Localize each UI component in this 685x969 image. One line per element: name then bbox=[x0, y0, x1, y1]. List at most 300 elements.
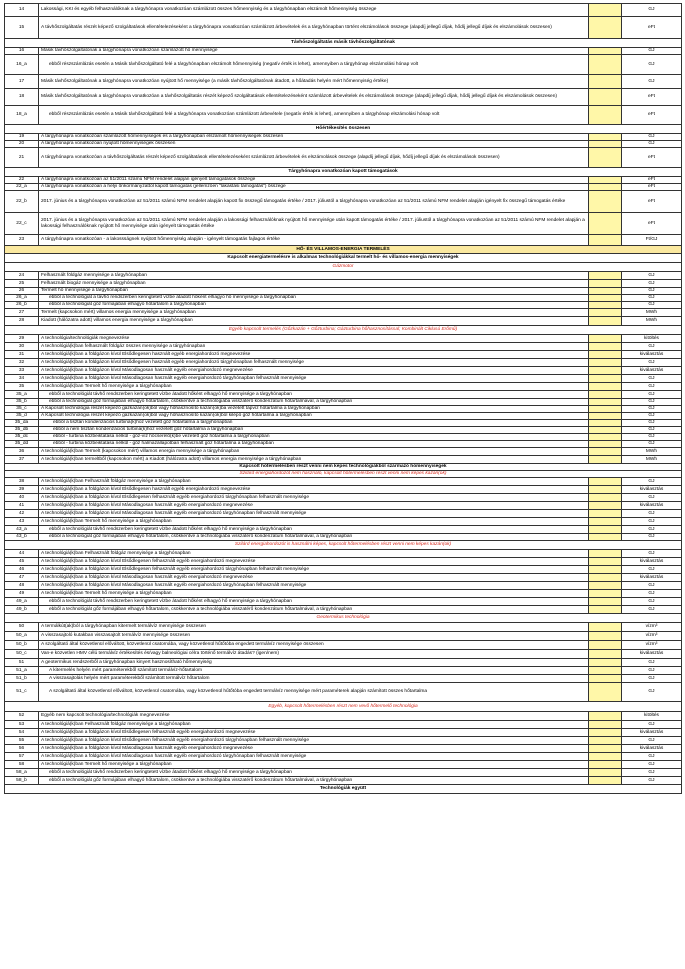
row-description: Másik távhőszolgáltatónak a tárgyhónapra vonatkozóan nyújtott hő mennyisége (a másik távhőszolgáltatónak átadott, a hőátadás helyén mért hőmennyiség értéke) bbox=[39, 75, 589, 89]
unit-cell: eFt bbox=[622, 191, 682, 213]
row-id: 39 bbox=[5, 486, 39, 494]
value-input-cell[interactable] bbox=[589, 375, 622, 383]
table-row bbox=[5, 383, 682, 391]
value-input-cell[interactable] bbox=[589, 494, 622, 502]
unit-cell: GJ bbox=[622, 375, 682, 383]
value-input-cell[interactable] bbox=[589, 558, 622, 566]
row-description: Felhasznált biogáz mennyisége a tárgyhónapban bbox=[39, 280, 589, 288]
row-description: A kitermelés helyén mért paraméterekből számított termálvíz-hőtartalom bbox=[39, 667, 589, 675]
row-id: 21 bbox=[5, 148, 39, 168]
unit-cell: GJ bbox=[622, 272, 682, 280]
unit-cell: GJ bbox=[622, 75, 682, 89]
row-id: 54 bbox=[5, 729, 39, 737]
row-description: A technológiá(k)ban termeltből (kapcsokon mért) a Kiadott (hálózatra adott) villamos energia mennyisége a tárgyhónapban bbox=[39, 456, 589, 464]
unit-cell: GJ bbox=[622, 359, 682, 367]
unit-cell: kiválasztás bbox=[622, 351, 682, 359]
unit-cell: GJ bbox=[622, 675, 682, 683]
value-input-cell[interactable] bbox=[589, 48, 622, 55]
table-row bbox=[5, 623, 682, 632]
report-sheet bbox=[4, 3, 681, 794]
row-description: ebből a technológiát gőz formájában elhagyó hőtartalom, csökkentve a technológiába visszatérő kondenzátum hőtartalmával, a tárgyhónapban bbox=[39, 399, 589, 406]
row-id: 28 bbox=[5, 317, 39, 326]
row-description: ebből a nem tisztán kondenzációs turbiná(k)hoz vezetett gőz hőtartalma a tárgyhónapban bbox=[39, 427, 589, 434]
unit-cell: eFt bbox=[622, 17, 682, 39]
value-input-cell[interactable] bbox=[589, 383, 622, 391]
table-row bbox=[5, 48, 682, 55]
value-input-cell[interactable] bbox=[589, 106, 622, 125]
row-description: A szolgáltató által közvetlenül előváltott, közvetlenül csatornába, vagy közvetlenül hűtőtóba engedett termálvíz mennyisége összesen bbox=[39, 641, 589, 650]
unit-cell: MWh bbox=[622, 317, 682, 326]
row-description: A technológiá(k)ban a földgázon kívül Elsődlegesen használt egyéb energiahordozó megnevezése bbox=[39, 351, 589, 359]
row-id: 44 bbox=[5, 550, 39, 558]
table-row bbox=[5, 235, 682, 246]
table-row bbox=[5, 456, 682, 464]
value-input-cell[interactable] bbox=[589, 4, 622, 17]
row-description: A technológiá(k)ban a földgázon kívül Másodlagosan használt egyéb energiahordozó tárgyhónapban felhasznált mennyisége bbox=[39, 582, 589, 590]
value-input-cell[interactable] bbox=[589, 502, 622, 510]
value-input-cell[interactable] bbox=[589, 582, 622, 590]
value-input-cell[interactable] bbox=[589, 712, 622, 721]
table-row bbox=[5, 526, 682, 534]
unit-cell: MWh bbox=[622, 309, 682, 317]
section-header bbox=[5, 168, 682, 177]
value-input-cell[interactable] bbox=[589, 641, 622, 650]
table-row bbox=[5, 675, 682, 683]
row-description: A technológiá(k)ban felhasznált földgáz összes mennyisége a tárgyhónapban bbox=[39, 343, 589, 351]
row-description: ebből a technológiát a távhő rendszerben keringtetett vízbe átadott hőként elhagyó hő mennyisége a tárgyhónapban bbox=[39, 295, 589, 302]
unit-cell: GJ bbox=[622, 427, 682, 434]
table-row bbox=[5, 606, 682, 614]
unit-cell: GJ bbox=[622, 526, 682, 534]
unit-cell: GJ bbox=[622, 4, 682, 17]
value-input-cell[interactable] bbox=[589, 486, 622, 494]
row-id: 26_b bbox=[5, 302, 39, 309]
row-id: 27 bbox=[5, 309, 39, 317]
value-input-cell[interactable] bbox=[589, 406, 622, 413]
table-row bbox=[5, 494, 682, 502]
unit-cell: eFt bbox=[622, 106, 682, 125]
table-row bbox=[5, 478, 682, 486]
value-input-cell[interactable] bbox=[589, 478, 622, 486]
unit-cell: kitöltés bbox=[622, 712, 682, 721]
section-header bbox=[5, 39, 682, 48]
table-row bbox=[5, 683, 682, 702]
row-description: A technológiá(k)ban Felhasznált földgáz mennyisége a tárgyhónapban bbox=[39, 721, 589, 729]
row-id: 35_dd bbox=[5, 441, 39, 448]
value-input-cell[interactable] bbox=[589, 518, 622, 526]
row-id: 51_a bbox=[5, 667, 39, 675]
value-input-cell[interactable] bbox=[589, 721, 622, 729]
unit-cell: GJ bbox=[622, 761, 682, 769]
unit-cell: GJ bbox=[622, 777, 682, 785]
row-description: A technológiá(k)ban Termelt hő mennyisége a tárgyhónapban bbox=[39, 383, 589, 391]
row-description: ebből a technológiát távhő rendszerben keringtetett vízbe átadott hőként elhagyó hő mennyisége a tárgyhónapban bbox=[39, 526, 589, 534]
row-description: Lakossági, KKI és egyéb felhasználóknak a tárgyhónapra vonatkozóan számlázott összes hőmennyiség és a tárgyhónapban elszámolt hőmennyiség összege bbox=[39, 4, 589, 17]
unit-cell: kiválasztás bbox=[622, 745, 682, 753]
unit-cell: kiválasztás bbox=[622, 574, 682, 582]
row-id: 55 bbox=[5, 737, 39, 745]
section-title: Szilárd energiahordozót is használni képes, kapcsolt hőtermelésben részt venni nem képes kazán(ok) bbox=[5, 541, 682, 550]
table-row bbox=[5, 566, 682, 574]
row-description: A visszasajtoló kutakban visszasajtolt termálvíz mennyisége összesen bbox=[39, 632, 589, 641]
row-description: ebből a technológiát távhő rendszerben keringtetett vízbe átadott hőként elhagyó hő mennyisége a tárgyhónapban bbox=[39, 391, 589, 399]
row-description: Kiadott (hálózatra adott) villamos energia mennyisége a tárgyhónapban bbox=[39, 317, 589, 326]
value-input-cell[interactable] bbox=[589, 351, 622, 359]
value-input-cell[interactable] bbox=[589, 177, 622, 184]
row-id: 35_c bbox=[5, 406, 39, 413]
row-id: 37 bbox=[5, 456, 39, 464]
value-input-cell[interactable] bbox=[589, 309, 622, 317]
unit-cell: kiválasztás bbox=[622, 502, 682, 510]
value-input-cell[interactable] bbox=[589, 17, 622, 39]
row-id: 43_b bbox=[5, 534, 39, 541]
row-description: A technológiá(k)ban a földgázon kívül Elsődlegesen felhasznált egyéb energiahordozó megnevezése bbox=[39, 729, 589, 737]
value-input-cell[interactable] bbox=[589, 213, 622, 235]
unit-cell: GJ bbox=[622, 659, 682, 667]
value-input-cell[interactable] bbox=[589, 441, 622, 448]
value-input-cell[interactable] bbox=[589, 302, 622, 309]
unit-cell: MWh bbox=[622, 448, 682, 456]
row-description: A technológiá(k)ban Felhasznált földgáz mennyisége a tárgyhónapban bbox=[39, 550, 589, 558]
row-id: 26 bbox=[5, 288, 39, 295]
unit-cell: eFt bbox=[622, 89, 682, 106]
row-description: Egyéb nem kapcsolt technológia/technológiák megnevezése bbox=[39, 712, 589, 721]
row-id: 35_d bbox=[5, 413, 39, 420]
row-description: ebből a technológiát gőz formájában elhagyó hőtartalom, csökkentve a technológiába visszatérő kondenzátum hőtartalmával, a tárgyhónapban bbox=[39, 534, 589, 541]
row-description: A szolgáltató által közvetlenül előváltott, közvetlenül csatornába, vagy közvetlenül hűtőtóba engedett termálvíz mennyisége mért paraméterek alapján számított összes hőtartalma bbox=[39, 683, 589, 702]
table-row bbox=[5, 729, 682, 737]
row-id: 18_a bbox=[5, 106, 39, 125]
value-input-cell[interactable] bbox=[589, 235, 622, 246]
row-description: ebből a technológiát gőz formájában elhagyó hőtartalom a tárgyhónapban bbox=[39, 302, 589, 309]
table-row bbox=[5, 420, 682, 427]
row-description: ebből részszámlázás esetén a Másik távhőszolgáltató felé a tárgyhónapra vonatkozóan számlázott árbevétele (negatív érték is lehet), amennyiben a tárgyhónap elszámolási hónap volt bbox=[39, 106, 589, 125]
value-input-cell[interactable] bbox=[589, 272, 622, 280]
table-row bbox=[5, 582, 682, 590]
section-header bbox=[5, 785, 682, 794]
table-row bbox=[5, 550, 682, 558]
table-row bbox=[5, 448, 682, 456]
section-title: Távhőszolgáltatás másik távhőszolgáltatónak bbox=[5, 39, 682, 48]
row-description: A technológiá(k)ban Termelt (kapcsokon mért) villamos energia mennyisége a tárgyhónapban bbox=[39, 448, 589, 456]
value-input-cell[interactable] bbox=[589, 420, 622, 427]
value-input-cell[interactable] bbox=[589, 606, 622, 614]
row-id: 58_a bbox=[5, 769, 39, 777]
value-input-cell[interactable] bbox=[589, 590, 622, 598]
unit-cell: GJ bbox=[622, 683, 682, 702]
table-row bbox=[5, 510, 682, 518]
row-description: A technológiá(k)ban a földgázon kívül Másodlagosan használt egyéb energiahordozó megnevezése bbox=[39, 367, 589, 375]
row-id: 47 bbox=[5, 574, 39, 582]
row-id: 50_a bbox=[5, 632, 39, 641]
table-row bbox=[5, 590, 682, 598]
value-input-cell[interactable] bbox=[589, 448, 622, 456]
row-id: 22_a bbox=[5, 184, 39, 191]
value-input-cell[interactable] bbox=[589, 191, 622, 213]
value-input-cell[interactable] bbox=[589, 623, 622, 632]
unit-cell: kiválasztás bbox=[622, 486, 682, 494]
table-row bbox=[5, 288, 682, 295]
row-id: 15 bbox=[5, 17, 39, 39]
table-row bbox=[5, 343, 682, 351]
report-table-body bbox=[5, 4, 682, 794]
section-title: Gázmotor bbox=[5, 263, 682, 272]
value-input-cell[interactable] bbox=[589, 148, 622, 168]
unit-cell: GJ bbox=[622, 280, 682, 288]
value-input-cell[interactable] bbox=[589, 317, 622, 326]
unit-cell: GJ bbox=[622, 721, 682, 729]
value-input-cell[interactable] bbox=[589, 598, 622, 606]
row-id: 51_c bbox=[5, 683, 39, 702]
table-row bbox=[5, 632, 682, 641]
row-id: 51_b bbox=[5, 675, 39, 683]
table-row bbox=[5, 141, 682, 148]
row-id: 23 bbox=[5, 235, 39, 246]
section-title: HŐ- ÉS VILLAMOS-ENERGIA TERMELÉS bbox=[5, 246, 682, 254]
table-row bbox=[5, 777, 682, 785]
row-id: 41 bbox=[5, 502, 39, 510]
row-description: A technológiá(k)ban a földgázon kívül Elsődlegesen felhasznált egyéb energiahordozó tárgyhónapban felhasznált mennyisége bbox=[39, 566, 589, 574]
row-id: 35_b bbox=[5, 399, 39, 406]
row-description: ebből a technológiát távhő rendszerben keringtetett vízbe átadott hőként elhagyó hő mennyisége a tárgyhónapban bbox=[39, 598, 589, 606]
subsection-header bbox=[5, 541, 682, 550]
row-description: A technológiá(k)ban Felhasznált földgáz mennyisége a tárgyhónapban bbox=[39, 478, 589, 486]
value-input-cell[interactable] bbox=[589, 399, 622, 406]
value-input-cell[interactable] bbox=[589, 510, 622, 518]
table-row bbox=[5, 486, 682, 494]
value-input-cell[interactable] bbox=[589, 75, 622, 89]
row-description: A geotermikus rendszerből a tárgyhónapban kinyert hasznosítható hőmennyiség bbox=[39, 659, 589, 667]
row-description: A termálkút(ak)ból a tárgyhónapban kitermelt termálvíz mennyisége összesen bbox=[39, 623, 589, 632]
row-id: 34 bbox=[5, 375, 39, 383]
table-row bbox=[5, 753, 682, 761]
unit-cell: GJ bbox=[622, 288, 682, 295]
row-id: 35_a bbox=[5, 391, 39, 399]
table-row bbox=[5, 650, 682, 659]
row-description: A technológiá(k)ban a földgázon kívül Másodlagosan használt egyéb energiahordozó tárgyhónapban felhasznált mennyisége bbox=[39, 510, 589, 518]
value-input-cell[interactable] bbox=[589, 335, 622, 343]
row-description: Másik távhőszolgáltatónak a tárgyhónapra vonatkozóan a távhőszolgáltatás részét képező szolgáltatások ellentételezéseként számlázott árbevételek és elszámolások összege (alapdíj jellegű díjak, hődíj jellegű díjak és elszámolások összesen) bbox=[39, 89, 589, 106]
table-row bbox=[5, 406, 682, 413]
value-input-cell[interactable] bbox=[589, 667, 622, 675]
table-row bbox=[5, 441, 682, 448]
value-input-cell[interactable] bbox=[589, 89, 622, 106]
unit-cell: GJ bbox=[622, 590, 682, 598]
value-input-cell[interactable] bbox=[589, 55, 622, 75]
value-input-cell[interactable] bbox=[589, 134, 622, 141]
unit-cell: Ft/GJ bbox=[622, 235, 682, 246]
row-id: 29 bbox=[5, 335, 39, 343]
table-row bbox=[5, 309, 682, 317]
row-description: ebből részszámlázás esetén a Másik távhőszolgáltató felé a tárgyhónapban elszámolt hőmennyiség (negatív érték is lehet), amennyiben a tárgyhónap elszámolási hónap volt bbox=[39, 55, 589, 75]
row-id: 43 bbox=[5, 518, 39, 526]
row-description: A Kapcsolt technológia részét képező gázkazán(ok)ból vagy hőhasznosító kazán(ok)ból kilépő gőz hőtartalma a tárgyhónapban bbox=[39, 413, 589, 420]
value-input-cell[interactable] bbox=[589, 434, 622, 441]
row-description: A távhőszolgáltatás részét képező szolgáltatások ellentételezéseként a tárgyhónapra vonatkozóan számlázott árbevételek és a tárgyhónapban történt elszámolások összege (alapdíj jellegű díjak, hődíj jellegű díjak és elszámolások összesen) bbox=[39, 17, 589, 39]
unit-cell: GJ bbox=[622, 141, 682, 148]
value-input-cell[interactable] bbox=[589, 359, 622, 367]
table-row bbox=[5, 598, 682, 606]
value-input-cell[interactable] bbox=[589, 550, 622, 558]
row-description: Van-e közvetlen HMV célú termálvíz értékesítés és/vagy balneológiai célra történő termálvíz átadás? (igen/nem) bbox=[39, 650, 589, 659]
section-title: Kapcsolt energiatermelésre is alkalmas technológiákkal termelt hő- és villamos-energia mennyiségek bbox=[5, 254, 682, 263]
table-row bbox=[5, 213, 682, 235]
row-id: 31 bbox=[5, 351, 39, 359]
table-row bbox=[5, 351, 682, 359]
table-row bbox=[5, 712, 682, 721]
section-title: Szilárd energiahordozót nem használó, kapcsolt hőtermelésben részt venni nem képes kazán(ok) bbox=[5, 471, 682, 478]
section-title: Kapcsolt hőtermelésben részt venni nem képes technológiákból származó hőmennyiségek bbox=[5, 464, 682, 471]
row-id: 43_a bbox=[5, 526, 39, 534]
table-row bbox=[5, 375, 682, 383]
row-id: 48 bbox=[5, 582, 39, 590]
unit-cell: kiválasztás bbox=[622, 558, 682, 566]
section-header bbox=[5, 464, 682, 471]
row-description: Termelt (kapcsokon mért) villamos energia mennyisége a tárgyhónapban bbox=[39, 309, 589, 317]
row-description: A technológiá(k)ban a földgázon kívül Elsődlegesen felhasznált egyéb energiahordozó tárgyhónapban felhasznált mennyisége bbox=[39, 737, 589, 745]
unit-cell: GJ bbox=[622, 383, 682, 391]
value-input-cell[interactable] bbox=[589, 526, 622, 534]
row-id: 20 bbox=[5, 141, 39, 148]
value-input-cell[interactable] bbox=[589, 737, 622, 745]
row-id: 50 bbox=[5, 623, 39, 632]
row-description: A technológiá(k)ban Termelt hő mennyisége a tárgyhónapban bbox=[39, 761, 589, 769]
row-description: A tárgyhónapra vonatkozóan a helyi önkormányzattól kapott támogatás (jellemzően "lakástási támogatás") összege bbox=[39, 184, 589, 191]
table-row bbox=[5, 335, 682, 343]
row-id: 30 bbox=[5, 343, 39, 351]
value-input-cell[interactable] bbox=[589, 184, 622, 191]
row-id: 22_b bbox=[5, 191, 39, 213]
row-id: 50_c bbox=[5, 650, 39, 659]
value-input-cell[interactable] bbox=[589, 456, 622, 464]
value-input-cell[interactable] bbox=[589, 753, 622, 761]
row-id: 32 bbox=[5, 359, 39, 367]
value-input-cell[interactable] bbox=[589, 343, 622, 351]
unit-cell: GJ bbox=[622, 391, 682, 399]
table-row bbox=[5, 721, 682, 729]
table-row bbox=[5, 75, 682, 89]
unit-cell: GJ bbox=[622, 399, 682, 406]
value-input-cell[interactable] bbox=[589, 777, 622, 785]
row-id: 50_b bbox=[5, 641, 39, 650]
report-table bbox=[4, 3, 682, 794]
unit-cell: GJ bbox=[622, 295, 682, 302]
table-row bbox=[5, 574, 682, 582]
row-id: 57 bbox=[5, 753, 39, 761]
value-input-cell[interactable] bbox=[589, 391, 622, 399]
section-header bbox=[5, 125, 682, 134]
row-id: 33 bbox=[5, 367, 39, 375]
row-description: Másik távhőszolgáltatónak a tárgyhónapra vonatkozóan számlázott hő mennyisége bbox=[39, 48, 589, 55]
table-row bbox=[5, 737, 682, 745]
row-description: A tárgyhónapra vonatkozóan az 51/2011 számú NFM rendelet alapján igényelt támogatások összege bbox=[39, 177, 589, 184]
value-input-cell[interactable] bbox=[589, 427, 622, 434]
row-description: A tárgyhónapra vonatkozóan a távhőszolgáltatás részét képező szolgáltatások ellentételezéseként számlázott árbevételek és elszámolások összege (alapdíj jellegű díjak, hődíj jellegű díjak és elszámolások összesen) bbox=[39, 148, 589, 168]
value-input-cell[interactable] bbox=[589, 761, 622, 769]
unit-cell: GJ bbox=[622, 518, 682, 526]
row-description: ebből a technológiát gőz formájában elhagyó hőtartalom, csökkentve a technológiába visszatérő kondenzátum hőtartalmával, a tárgyhónapban bbox=[39, 606, 589, 614]
row-id: 35 bbox=[5, 383, 39, 391]
value-input-cell[interactable] bbox=[589, 675, 622, 683]
unit-cell: MWh bbox=[622, 456, 682, 464]
row-id: 35_db bbox=[5, 427, 39, 434]
row-id: 25 bbox=[5, 280, 39, 288]
unit-cell: GJ bbox=[622, 534, 682, 541]
unit-cell: GJ bbox=[622, 494, 682, 502]
value-input-cell[interactable] bbox=[589, 659, 622, 667]
row-description: A visszasajtolás helyén mért paraméterekből számított termálvíz hőtartalom bbox=[39, 675, 589, 683]
unit-cell: GJ bbox=[622, 441, 682, 448]
row-id: 46 bbox=[5, 566, 39, 574]
value-input-cell[interactable] bbox=[589, 141, 622, 148]
table-row bbox=[5, 191, 682, 213]
unit-cell: GJ bbox=[622, 667, 682, 675]
unit-cell: GJ bbox=[622, 737, 682, 745]
table-row bbox=[5, 413, 682, 420]
row-description: A technológiá(k)ban a földgázon kívül Másodlagosan használt egyéb energiahordozó tárgyhónapban felhasznált mennyisége bbox=[39, 753, 589, 761]
row-id: 45 bbox=[5, 558, 39, 566]
row-description: A technológiá(k)ban Termelt hő mennyisége a tárgyhónapban bbox=[39, 590, 589, 598]
row-id: 35_dc bbox=[5, 434, 39, 441]
value-input-cell[interactable] bbox=[589, 280, 622, 288]
table-row bbox=[5, 17, 682, 39]
row-id: 14 bbox=[5, 4, 39, 17]
row-description: 2017. június és a tárgyhónapra vonatkozóan az 51/2011 számú NFM rendelet alapján kapott fix összegű támogatás értéke / 2017. júliustól a tárgyhónapra vonatkozóan az 51/2011 számú NFM rendelet alapján igényelt fix összegű támogatás értéke bbox=[39, 191, 589, 213]
table-row bbox=[5, 134, 682, 141]
row-description: ebből a technológiát gőz formájában elhagyó hőtartalom, csökkentve a technológiába visszatérő kondenzátum hőtartalmával, a tárgyhónapban bbox=[39, 777, 589, 785]
value-input-cell[interactable] bbox=[589, 534, 622, 541]
row-description: A technológiá(k)ban a földgázon kívül Elsődlegesen felhasznált egyéb energiahordozó megnevezése bbox=[39, 558, 589, 566]
unit-cell: vízm³ bbox=[622, 641, 682, 650]
table-row bbox=[5, 184, 682, 191]
value-input-cell[interactable] bbox=[589, 769, 622, 777]
unit-cell: GJ bbox=[622, 582, 682, 590]
row-description: A Kapcsolt technológia részét képező gázkazán(ok)ból vagy hőhasznosító kazán(ok)ba vezetett tápvíz hőtartalma a tárgyhónapban bbox=[39, 406, 589, 413]
value-input-cell[interactable] bbox=[589, 729, 622, 737]
value-input-cell[interactable] bbox=[589, 367, 622, 375]
value-input-cell[interactable] bbox=[589, 632, 622, 641]
value-input-cell[interactable] bbox=[589, 574, 622, 582]
table-row bbox=[5, 427, 682, 434]
value-input-cell[interactable] bbox=[589, 745, 622, 753]
value-input-cell[interactable] bbox=[589, 295, 622, 302]
table-row bbox=[5, 280, 682, 288]
value-input-cell[interactable] bbox=[589, 566, 622, 574]
row-id: 22 bbox=[5, 177, 39, 184]
unit-cell: kiválasztás bbox=[622, 367, 682, 375]
row-id: 58_b bbox=[5, 777, 39, 785]
unit-cell: GJ bbox=[622, 550, 682, 558]
table-row bbox=[5, 367, 682, 375]
unit-cell: eFt bbox=[622, 177, 682, 184]
table-row bbox=[5, 534, 682, 541]
unit-cell: vízm³ bbox=[622, 632, 682, 641]
section-title: Tárgyhónapra vonatkozóan kapott támogatások bbox=[5, 168, 682, 177]
row-id: 49_a bbox=[5, 598, 39, 606]
value-input-cell[interactable] bbox=[589, 288, 622, 295]
unit-cell: GJ bbox=[622, 134, 682, 141]
value-input-cell[interactable] bbox=[589, 413, 622, 420]
unit-cell: eFt bbox=[622, 148, 682, 168]
unit-cell: kitöltés bbox=[622, 335, 682, 343]
row-id: 35_da bbox=[5, 420, 39, 427]
row-id: 24 bbox=[5, 272, 39, 280]
value-input-cell[interactable] bbox=[589, 650, 622, 659]
unit-cell: GJ bbox=[622, 406, 682, 413]
row-description: A technológiá(k)ban a földgázon kívül Másodlagosan használt egyéb energiahordozó megnevezése bbox=[39, 574, 589, 582]
unit-cell: GJ bbox=[622, 48, 682, 55]
value-input-cell[interactable] bbox=[589, 683, 622, 702]
